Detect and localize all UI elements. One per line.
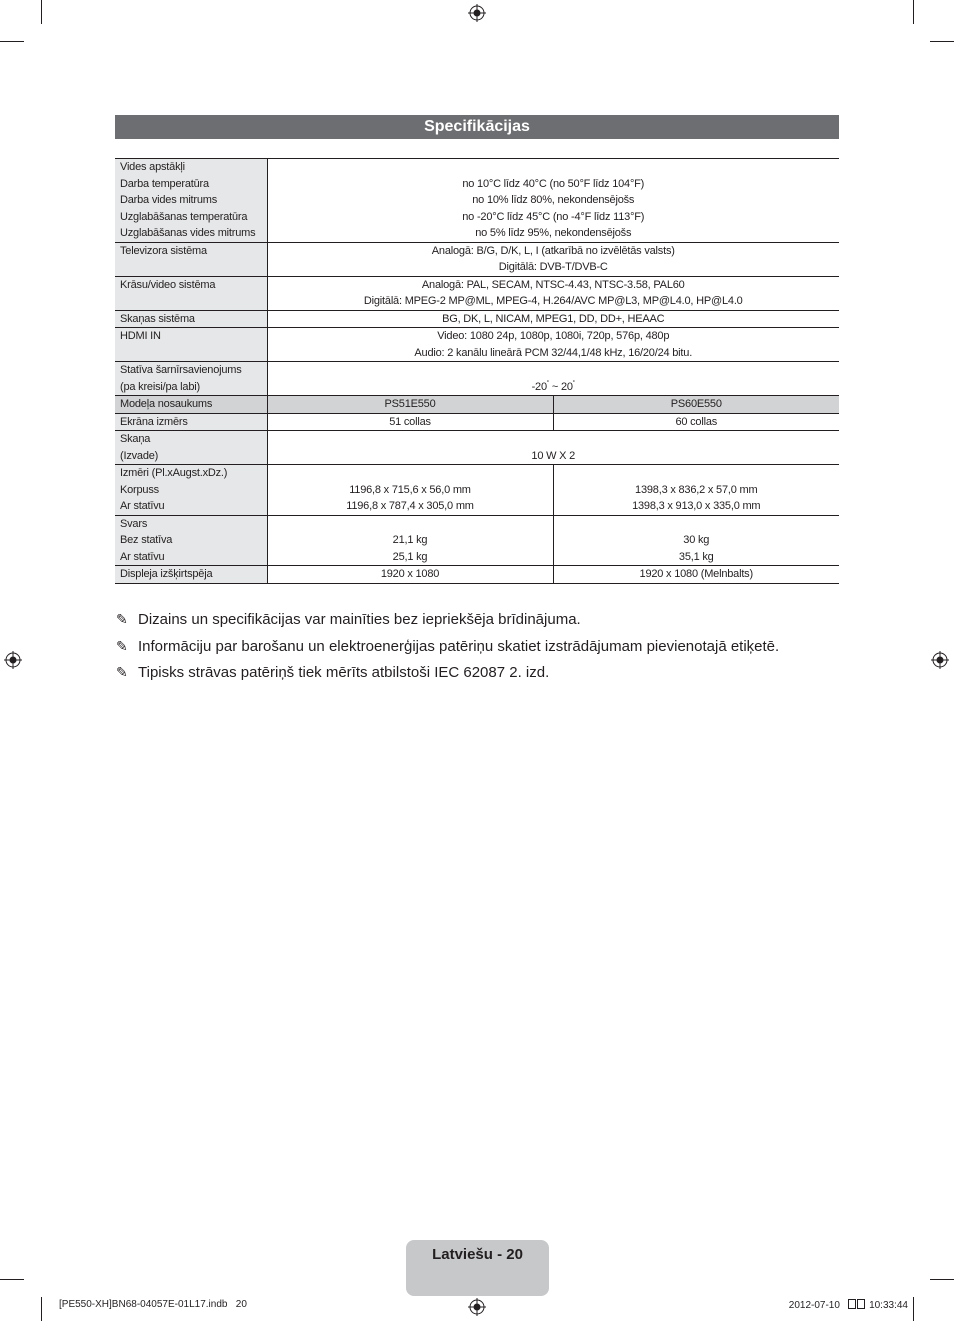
spec-value-cell-ps51 bbox=[267, 413, 553, 431]
note-text: Dizains un specifikācijas var mainīties bez iepriekšēja brīdinājuma. bbox=[138, 611, 581, 628]
spec-label bbox=[120, 259, 262, 276]
crop-mark bbox=[913, 1297, 914, 1321]
spec-value-cell bbox=[267, 328, 839, 362]
spec-row bbox=[115, 413, 839, 431]
spec-value-cell-ps60 bbox=[553, 396, 839, 414]
spec-label-cell bbox=[115, 431, 267, 465]
spec-value: PS60E550 bbox=[670, 398, 722, 410]
spec-label-cell bbox=[115, 465, 267, 516]
section-title: Specifikācijas bbox=[115, 115, 839, 139]
pencil-note-icon: ✎ bbox=[116, 637, 128, 654]
registration-mark-icon bbox=[468, 4, 486, 22]
spec-label: Bez statīva bbox=[120, 534, 173, 546]
footer-file-info bbox=[59, 1299, 247, 1310]
spec-value-cell-ps60 bbox=[553, 465, 839, 516]
spec-label: Uzglabāšanas temperatūra bbox=[120, 210, 248, 223]
crop-mark bbox=[0, 1279, 24, 1280]
spec-label-cell bbox=[115, 242, 267, 276]
angle-min: -20 bbox=[531, 380, 547, 393]
specification-table bbox=[115, 158, 839, 584]
spec-value-cell-ps51 bbox=[267, 465, 553, 516]
spec-value bbox=[273, 465, 548, 482]
spec-value-cell-ps51 bbox=[267, 396, 553, 414]
spec-label: Svars bbox=[120, 517, 148, 530]
spec-value: BG, DK, L, NICAM, MPEG1, DD, DD+, HEAAC bbox=[442, 312, 665, 325]
spec-value bbox=[559, 465, 835, 482]
footer-date: 2012-07-10 bbox=[788, 1300, 840, 1311]
page-number-tab bbox=[406, 1240, 549, 1296]
spec-value: 30 kg bbox=[683, 534, 710, 546]
note-item bbox=[116, 608, 779, 635]
spec-value: 25,1 kg bbox=[392, 550, 428, 563]
spec-row bbox=[115, 328, 839, 362]
spec-label bbox=[120, 293, 262, 310]
spec-value: no 10°C līdz 40°C (no 50°F līdz 104°F) bbox=[462, 177, 645, 190]
spec-row bbox=[115, 242, 839, 276]
missing-glyph-icon bbox=[857, 1299, 865, 1309]
spec-label: Displeja izšķirtspēja bbox=[120, 568, 213, 580]
spec-value bbox=[273, 516, 548, 533]
degree-symbol: ˚ bbox=[572, 380, 575, 388]
footer-filename: [PE550-XH]BN68-04057E-01L17.indb bbox=[59, 1299, 228, 1310]
note-text: Informāciju par barošanu un elektroenerģijas patēriņu skatiet izstrādājumam pievienotajā etiķetē. bbox=[138, 637, 780, 655]
spec-label: Ekrāna izmērs bbox=[120, 415, 188, 428]
spec-label: (pa kreisi/pa labi) bbox=[120, 380, 200, 393]
note-item bbox=[116, 635, 779, 662]
spec-label: Ar statīvu bbox=[120, 550, 165, 563]
spec-label-cell bbox=[115, 310, 267, 328]
spec-label-cell bbox=[115, 159, 267, 243]
spec-row bbox=[115, 159, 839, 243]
spec-value bbox=[559, 516, 835, 533]
spec-value: Analogā: PAL, SECAM, NTSC-4.43, NTSC-3.58, PAL60 bbox=[421, 278, 685, 291]
spec-value: 1920 x 1080 (Melnbalts) bbox=[639, 568, 753, 580]
spec-value: no 10% līdz 80%, nekondensējošs bbox=[472, 194, 635, 206]
spec-label-cell bbox=[115, 396, 267, 414]
page-number-label: Latviešu - 20 bbox=[432, 1246, 523, 1263]
spec-label-cell bbox=[115, 328, 267, 362]
spec-label-cell bbox=[115, 566, 267, 584]
spec-label: Vides apstākļi bbox=[120, 161, 185, 173]
spec-value-cell bbox=[267, 276, 839, 310]
spacer bbox=[273, 362, 835, 379]
spec-value: 35,1 kg bbox=[678, 550, 714, 563]
spec-label bbox=[120, 345, 262, 362]
spec-value: 1196,8 x 715,6 x 56,0 mm bbox=[349, 483, 471, 496]
crop-mark bbox=[930, 41, 954, 42]
spec-label: Skaņa bbox=[120, 433, 151, 445]
spec-value: 21,1 kg bbox=[392, 534, 428, 546]
spec-value-cell bbox=[267, 431, 839, 465]
degree-symbol: ˚ bbox=[546, 380, 550, 388]
spec-value: 60 collas bbox=[675, 415, 718, 428]
spec-label: Ar statīvu bbox=[120, 500, 165, 512]
registration-mark-icon bbox=[4, 651, 22, 669]
spec-row bbox=[115, 362, 839, 396]
spec-row bbox=[115, 465, 839, 516]
footer-time: 10:33:44 bbox=[869, 1300, 908, 1311]
registration-mark-icon bbox=[931, 651, 949, 669]
spec-value: 1398,3 x 836,2 x 57,0 mm bbox=[635, 483, 758, 496]
pencil-note-icon: ✎ bbox=[116, 611, 128, 627]
spec-label-cell bbox=[115, 276, 267, 310]
missing-glyph-icon bbox=[848, 1299, 856, 1309]
notes-list bbox=[116, 608, 779, 688]
spec-value-cell-ps51 bbox=[267, 566, 553, 584]
crop-mark bbox=[41, 0, 42, 24]
spec-value bbox=[273, 431, 835, 448]
crop-mark bbox=[0, 41, 24, 42]
spec-value-cell bbox=[267, 159, 839, 243]
spec-value: no 5% līdz 95%, nekondensējošs bbox=[475, 227, 632, 239]
spec-row bbox=[115, 396, 839, 414]
spec-label-cell bbox=[115, 515, 267, 566]
spec-label: Krāsu/video sistēma bbox=[120, 278, 216, 291]
spec-value-cell-ps60 bbox=[553, 566, 839, 584]
crop-mark bbox=[913, 0, 914, 24]
crop-mark bbox=[930, 1279, 954, 1280]
note-text: Tipisks strāvas patēriņš tiek mērīts atbilstoši IEC 62087 2. izd. bbox=[138, 664, 550, 681]
spec-label-cell bbox=[115, 413, 267, 431]
spec-value-cell bbox=[267, 310, 839, 328]
spec-label: Darba vides mitrums bbox=[120, 194, 218, 206]
spec-value-cell-ps60 bbox=[553, 413, 839, 431]
spec-value: 1920 x 1080 bbox=[380, 568, 440, 580]
spec-label: HDMI IN bbox=[120, 330, 161, 342]
footer-page: 20 bbox=[235, 1299, 247, 1310]
spec-value: 10 W X 2 bbox=[531, 449, 576, 462]
spec-label: Statīva šarnīrsavienojums bbox=[120, 364, 242, 376]
footer-timestamp bbox=[789, 1299, 908, 1311]
spec-value-cell-ps60 bbox=[553, 515, 839, 566]
spec-label-cell bbox=[115, 362, 267, 396]
spec-value: 51 collas bbox=[389, 415, 431, 428]
swivel-angle-value bbox=[273, 379, 835, 396]
angle-max: ~ 20 bbox=[549, 380, 573, 393]
spec-label: Televizora sistēma bbox=[120, 244, 207, 257]
spec-value-cell bbox=[267, 362, 839, 396]
spec-value: Analogā: B/G, D/K, L, I (atkarībā no izvēlētās valsts) bbox=[431, 244, 675, 257]
spec-label: Modeļa nosaukums bbox=[120, 398, 213, 410]
spec-value: 1196,8 x 787,4 x 305,0 mm bbox=[346, 500, 474, 512]
spec-value: PS51E550 bbox=[384, 398, 436, 410]
spec-row bbox=[115, 310, 839, 328]
spec-value: Digitālā: DVB-T/DVB-C bbox=[498, 261, 608, 273]
spec-row bbox=[115, 276, 839, 310]
spec-row bbox=[115, 515, 839, 566]
spec-value: no -20°C līdz 45°C (no -4°F līdz 113°F) bbox=[462, 210, 645, 223]
spec-label: (Izvade) bbox=[120, 449, 159, 462]
spec-label: Uzglabāšanas vides mitrums bbox=[120, 227, 256, 239]
crop-mark bbox=[41, 1297, 42, 1321]
spec-label: Izmēri (Pl.xAugst.xDz.) bbox=[120, 467, 228, 479]
spec-value bbox=[273, 159, 835, 176]
spec-value: Video: 1080 24p, 1080p, 1080i, 720p, 576p, 480p bbox=[437, 330, 670, 342]
pencil-note-icon: ✎ bbox=[116, 664, 128, 680]
spec-value: 1398,3 x 913,0 x 335,0 mm bbox=[632, 500, 761, 512]
spec-row bbox=[115, 566, 839, 584]
spec-row bbox=[115, 431, 839, 465]
spec-value-cell bbox=[267, 242, 839, 276]
spec-value: Audio: 2 kanālu lineārā PCM 32/44,1/48 kHz, 16/20/24 bitu. bbox=[414, 346, 693, 359]
spec-label: Darba temperatūra bbox=[120, 177, 209, 190]
spec-label: Korpuss bbox=[120, 483, 159, 496]
spec-value-cell-ps51 bbox=[267, 515, 553, 566]
registration-mark-icon bbox=[468, 1298, 486, 1316]
note-item bbox=[116, 661, 779, 688]
spec-value: Digitālā: MPEG-2 MP@ML, MPEG-4, H.264/AVC MP@L3, MP@L4.0, HP@L4.0 bbox=[363, 295, 743, 307]
spec-label: Skaņas sistēma bbox=[120, 312, 195, 325]
